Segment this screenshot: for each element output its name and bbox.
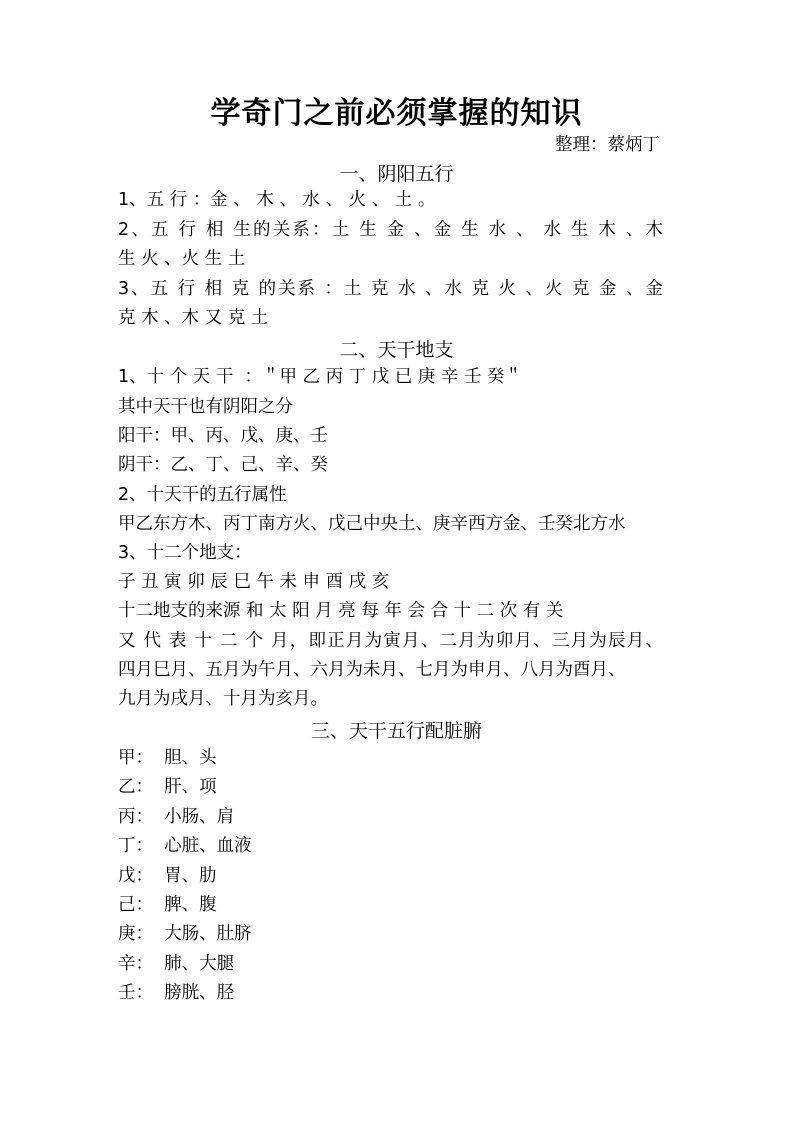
author-line: 整理：蔡炳丁 — [555, 135, 660, 155]
section-heading: 三、天干五行配脏腑 — [310, 720, 482, 742]
text-line: 其中天干也有阴阳之分 — [118, 397, 293, 417]
list-item: 辛： 肺、大腿 — [118, 954, 235, 974]
section-heading: 二、天干地支 — [339, 339, 454, 361]
text-line: 十二地支的来源 和 太 阳 月 亮 每 年 会 合 十 二 次 有 关 — [118, 601, 564, 621]
text-line: 阳干：甲、丙、戊、庚、壬 — [118, 426, 328, 446]
list-item: 己： 脾、腹 — [118, 895, 217, 915]
text-line: 2、十天干的五行属性 — [118, 485, 287, 505]
list-item: 甲： 胆、头 — [118, 748, 217, 768]
text-line: 克 木 、木 又 克 土 — [118, 308, 269, 328]
text-line: 子 丑 寅 卯 辰 巳 午 未 申 酉 戌 亥 — [118, 572, 390, 592]
text-line: 生 火 、火 生 土 — [118, 249, 246, 269]
text-line: 甲乙东方木、丙丁南方火、戊己中央土、庚辛西方金、壬癸北方水 — [118, 514, 626, 534]
list-item: 庚： 大肠、肚脐 — [118, 924, 252, 944]
text-line: 四月巳月、五月为午月、六月为未月、七月为申月、八月为酉月、 — [118, 660, 626, 680]
list-item: 丁： 心脏、血液 — [118, 836, 252, 856]
list-item: 壬： 膀胱、胫 — [118, 983, 235, 1003]
text-line: 1、五 行 ：金 、 木 、 水 、 火 、 土 。 — [118, 190, 436, 210]
section-heading: 一、阴阳五行 — [339, 163, 454, 185]
text-line: 又 代 表 十 二 个 月，即正月为寅月、二月为卯月、三月为辰月、 — [118, 631, 663, 651]
text-line: 2、五 行 相 生的关系：土 生 金 、金 生 水 、 水 生 木 、木 — [118, 220, 663, 240]
document-title: 学奇门之前必须掌握的知识 — [210, 96, 583, 131]
text-line: 阴干：乙、丁、己、辛、癸 — [118, 455, 328, 475]
list-item: 戊： 胃、肋 — [118, 866, 217, 886]
text-line: 1、十 个 天 干 ：＂甲 乙 丙 丁 戊 已 庚 辛 壬 癸＂ — [118, 367, 523, 387]
list-item: 乙： 肝、项 — [118, 777, 217, 797]
text-line: 3、十二个地支： — [118, 543, 252, 563]
text-line: 3、五 行 相 克 的关系 ：土 克 水 、水 克 火 、火 克 金 、金 — [118, 279, 663, 299]
list-item: 丙： 小肠、肩 — [118, 807, 235, 827]
text-line: 九月为戌月、十月为亥月。 — [118, 689, 328, 709]
